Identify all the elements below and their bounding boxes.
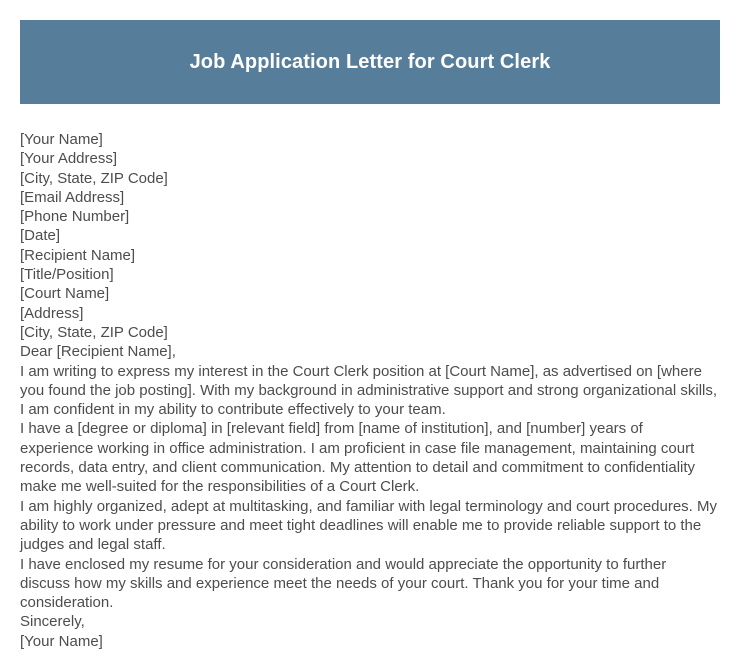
paragraph: I am writing to express my interest in the Court Clerk position at [Court Name], as advertised on [where you found the job posting]. With my background in administrative support and strong organizational skills, I am confident in my ability to contribute effectively to your team.: [20, 362, 718, 419]
address-line: [Email Address]: [20, 188, 125, 206]
salutation: Dear [Recipient Name],: [20, 343, 176, 361]
address-line: [Phone Number]: [20, 208, 130, 226]
address-line: [Recipient Name]: [20, 246, 136, 264]
address-line: [Your Address]: [20, 150, 118, 168]
signature: [Your Name]: [20, 632, 103, 650]
address-line: [City, State, ZIP Code]: [20, 169, 168, 187]
address-line: [City, State, ZIP Code]: [20, 323, 168, 341]
address-line: [Title/Position]: [20, 266, 114, 284]
address-line: [Your Name]: [20, 131, 103, 148]
letter-body: [20, 130, 720, 651]
address-line: [Court Name]: [20, 285, 110, 303]
closing: Sincerely,: [20, 613, 85, 631]
title-banner: [20, 20, 720, 104]
paragraph: I have enclosed my resume for your consideration and would appreciate the opportunity to further discuss how my skills and experience meet the needs of your court. Thank you for your time and consideration.: [20, 555, 667, 612]
address-line: [Address]: [20, 304, 84, 322]
page-title: Job Application Letter for Court Clerk: [189, 50, 551, 73]
paragraph: I have a [degree or diploma] in [relevant field] from [name of institution], and [number] years of experience working in office administration. I am proficient in case file management, maintaining court records, data entry, and client communication. My attention to detail and commitment to confidentiality make me well-suited for the responsibilities of a Court Clerk.: [20, 420, 696, 496]
address-line: [Date]: [20, 227, 61, 245]
paragraph: I am highly organized, adept at multitasking, and familiar with legal terminology and court procedures. My ability to work under pressure and meet tight deadlines will enable me to provide reliable support to the judges and legal staff.: [20, 497, 718, 554]
